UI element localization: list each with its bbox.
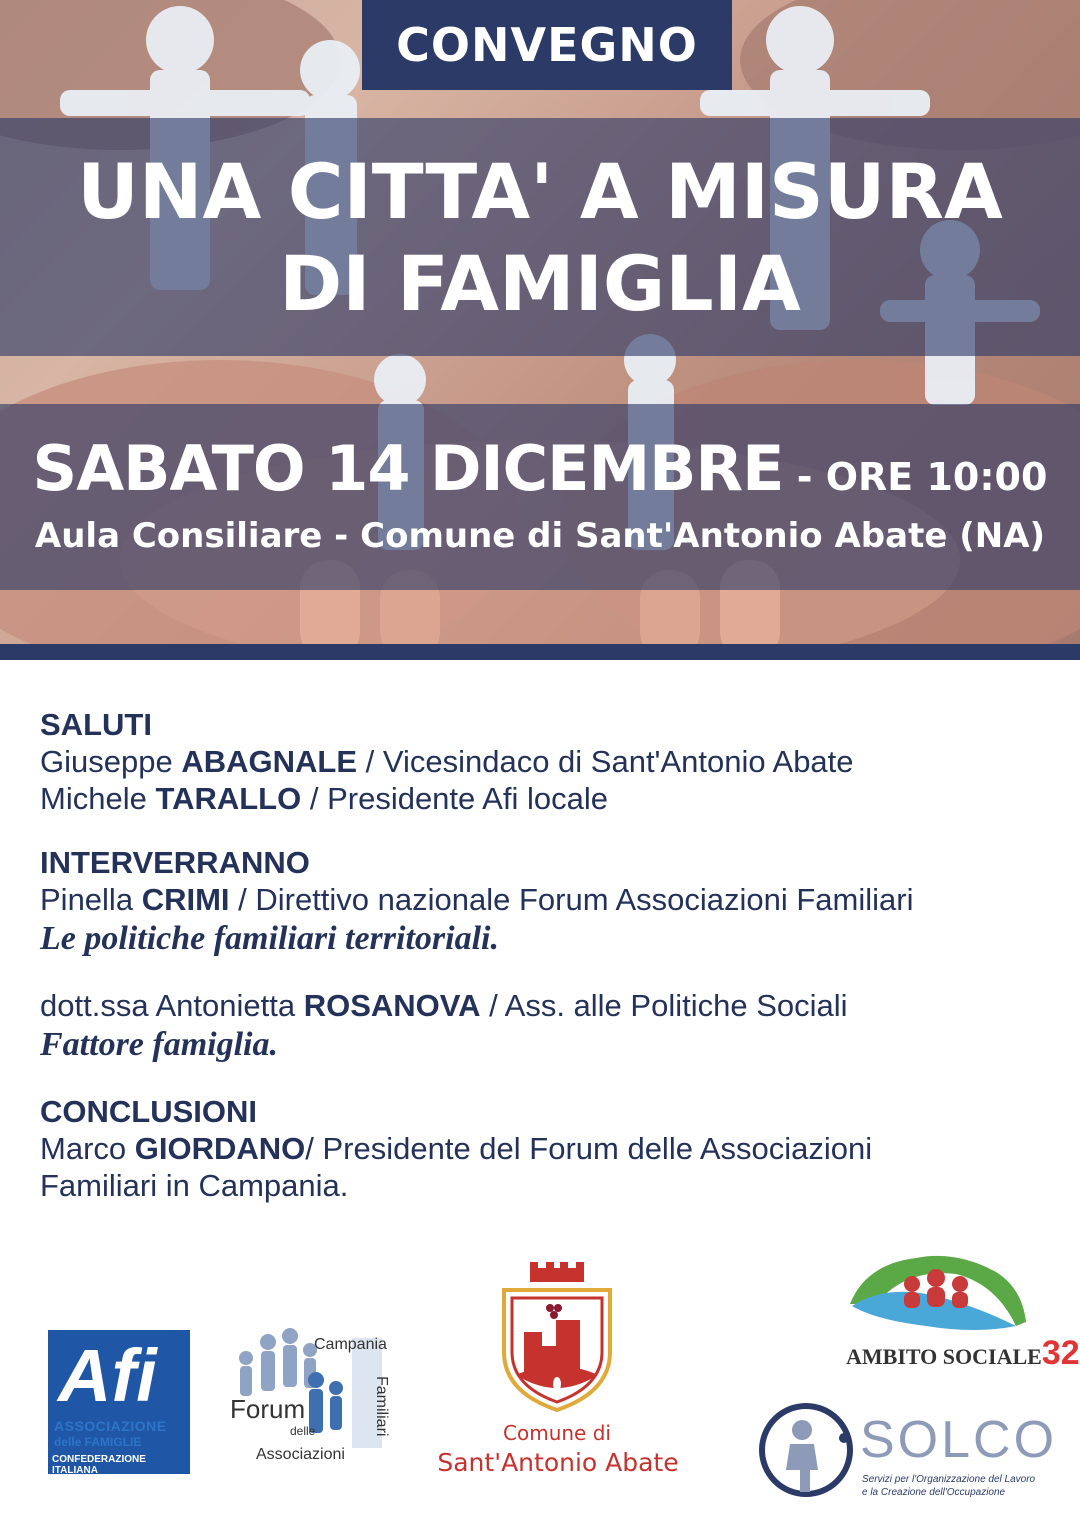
comune-logo-line2: Sant'Antonio Abate <box>437 1448 679 1477</box>
speaker-last-name: TARALLO <box>155 781 302 816</box>
afi-logo-letters: Afi <box>58 1334 157 1417</box>
solco-person-icon <box>756 1400 856 1500</box>
speaker-2-topic: Fattore famiglia. <box>40 1026 278 1063</box>
saluti-heading: SALUTI <box>40 707 152 742</box>
event-date-main: SABATO 14 DICEMBRE <box>32 432 784 505</box>
saluti-section <box>40 706 1050 817</box>
solco-subtitle-1: Servizi per l'Organizzazione del Lavoro <box>862 1474 1036 1485</box>
saluti-speaker-1 <box>40 743 1050 780</box>
speaker-first-name: Pinella <box>40 882 142 917</box>
forum-logo-familiari: Familiari <box>373 1376 390 1437</box>
afi-logo-line3: CONFEDERAZIONE ITALIANA <box>52 1454 146 1476</box>
program <box>40 706 1050 1204</box>
event-venue: Aula Consiliare - Comune di Sant'Antonio Abate (NA) <box>34 516 1046 556</box>
forum-logo-forum: Forum <box>230 1394 306 1424</box>
speaker-last-name: ABAGNALE <box>181 744 357 779</box>
ambito-sociale-number: 32 <box>1041 1334 1080 1372</box>
speaker-first-name: Michele <box>40 781 156 816</box>
ambito-sociale-label <box>846 1334 1080 1373</box>
interverranno-speaker-1 <box>40 881 1050 918</box>
speaker-role: / Presidente del Forum delle Associazioni <box>305 1131 873 1166</box>
speaker-first-name: dott.ssa Antonietta <box>40 988 304 1023</box>
hero-divider <box>0 644 1080 660</box>
speaker-role: / Ass. alle Politiche Sociali <box>480 988 848 1023</box>
conclusioni-section <box>40 1093 1050 1204</box>
comune-crest-icon <box>498 1262 616 1412</box>
speaker-role: / Direttivo nazionale Forum Associazioni Familiari <box>229 882 914 917</box>
afi-logo-line1: ASSOCIAZIONE <box>54 1418 167 1434</box>
forum-logo-delle: delle <box>290 1424 316 1438</box>
speaker-last-name: GIORDANO <box>134 1131 306 1166</box>
ambito-sociale-text: AMBITO SOCIALE <box>846 1344 1042 1369</box>
afi-logo <box>48 1330 190 1474</box>
solco-name: SOLCO <box>860 1411 1058 1469</box>
event-date <box>0 432 1080 505</box>
title-line-2: DI FAMIGLIA <box>279 239 801 328</box>
conclusioni-speaker <box>40 1130 1050 1167</box>
forum-logo-associazioni: Associazioni <box>256 1446 345 1463</box>
speaker-role: / Vicesindaco di Sant'Antonio Abate <box>357 744 854 779</box>
comune-coat-of-arms <box>498 1262 616 1412</box>
afi-logo-line2: delle FAMIGLIE <box>54 1435 142 1449</box>
speaker-last-name: CRIMI <box>141 882 230 917</box>
solco-icon <box>756 1400 856 1500</box>
forum-logo-campania: Campania <box>314 1336 387 1353</box>
speaker-1-topic: Le politiche familiari territoriali. <box>40 920 499 957</box>
interverranno-speaker-2 <box>40 987 1050 1024</box>
speaker-role: / Presidente Afi locale <box>301 781 608 816</box>
interverranno-section <box>40 844 1050 1066</box>
forum-associazioni-logo <box>228 1328 393 1468</box>
ambito-sociale-logo <box>846 1244 1030 1336</box>
speaker-last-name: ROSANOVA <box>303 988 481 1023</box>
event-time: - ORE 10:00 <box>783 455 1048 499</box>
comune-logo-line1: Comune di <box>503 1421 611 1445</box>
interverranno-heading: INTERVERRANNO <box>40 845 310 880</box>
conclusioni-heading: CONCLUSIONI <box>40 1094 257 1129</box>
solco-subtitle-2: e la Creazione dell'Occupazione <box>862 1487 1006 1498</box>
conclusioni-role-continued: Familiari in Campania. <box>40 1168 349 1203</box>
saluti-speaker-2 <box>40 780 1050 817</box>
event-type-tag: CONVEGNO <box>362 0 732 90</box>
speaker-first-name: Marco <box>40 1131 135 1166</box>
title-line-1: UNA CITTA' A MISURA <box>77 147 1003 236</box>
speaker-first-name: Giuseppe <box>40 744 182 779</box>
ambito-sociale-icon <box>846 1244 1030 1336</box>
